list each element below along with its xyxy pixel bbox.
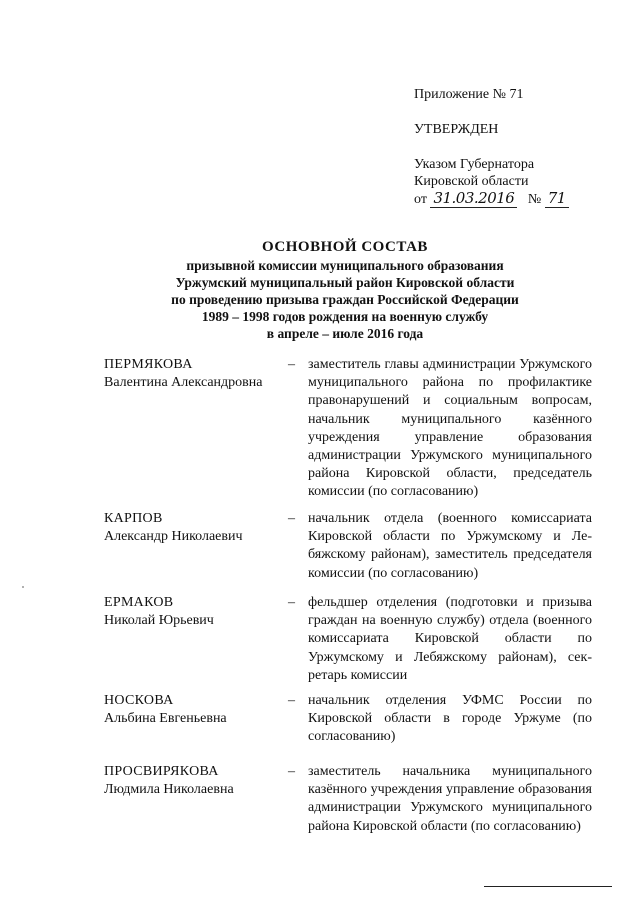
- member-surname: КАРПОВ: [104, 511, 163, 526]
- member-entry: [104, 594, 604, 685]
- member-given-names: Людмила Николаевна: [104, 782, 234, 797]
- approved-label: УТВЕРЖДЕН: [414, 122, 499, 137]
- decree-line-2: Кировской области: [414, 174, 529, 189]
- title-line-4: 1989 – 1998 годов рождения на военную службу: [201, 309, 489, 324]
- scan-speck: [22, 586, 24, 588]
- member-role: фельдшер отделения (подготовки и призыва граждан на военную службу) отдела (военного комиссариата Кировской области по Уржумскому и Лебяжскому районам), секретарь комиссии: [308, 595, 592, 683]
- number-prefix: №: [527, 192, 542, 207]
- member-name: [104, 594, 288, 685]
- member-entry: [104, 692, 604, 747]
- member-given-names: Николай Юрьевич: [104, 613, 214, 628]
- approval-block: [414, 86, 569, 208]
- member-entry: [104, 510, 604, 583]
- title-line-5: в апреле – июле 2016 года: [266, 326, 424, 341]
- member-dash: –: [288, 357, 295, 372]
- member-role: заместитель начальника муниципального казённого учреждения управление образования администрации Уржумского муниципального района Кировской области (по согласованию): [308, 764, 592, 834]
- title-line-2: Уржумский муниципальный район Кировской области: [175, 275, 515, 290]
- member-role: начальник отдела (военного комиссариата Кировской области по Уржумскому и Лебяжскому районам), заместитель председателя комиссии (по согласованию): [308, 511, 592, 581]
- member-entry: [104, 763, 604, 836]
- member-dash: –: [288, 511, 295, 526]
- member-given-names: Валентина Александровна: [104, 375, 263, 390]
- title-line-1: призывной комиссии муниципального образования: [186, 258, 504, 273]
- member-surname: НОСКОВА: [104, 693, 174, 708]
- member-name: [104, 763, 288, 836]
- appendix-label: Приложение № 71: [414, 87, 524, 102]
- member-dash: –: [288, 764, 295, 779]
- member-surname: ЕРМАКОВ: [104, 595, 174, 610]
- title-line-3: по проведению призыва граждан Российской Федерации: [171, 292, 519, 307]
- member-given-names: Александр Николаевич: [104, 529, 243, 544]
- member-surname: ПЕРМЯКОВА: [104, 357, 193, 372]
- member-name: [104, 356, 288, 502]
- member-name: [104, 692, 288, 747]
- decree-date: 31.03.2016: [430, 189, 517, 208]
- document-title: [80, 238, 610, 342]
- member-given-names: Альбина Евгеньевна: [104, 711, 227, 726]
- title-main: ОСНОВНОЙ СОСТАВ: [262, 239, 428, 255]
- member-role: заместитель главы администрации Уржумского муниципального района по профилактике правонарушений и социальным вопросам, начальник муниципального казённого учреждения управление образования администрации Уржумского муниципального района Кировской области, председатель комиссии (по согласованию): [308, 357, 592, 500]
- decree-number: 71: [545, 189, 569, 208]
- decree-date-line: [414, 190, 569, 208]
- member-entry: [104, 356, 604, 502]
- footer-rule: [484, 886, 612, 887]
- member-surname: ПРОСВИРЯКОВА: [104, 764, 219, 779]
- decree-line-1: Указом Губернатора: [414, 157, 535, 172]
- member-name: [104, 510, 288, 583]
- member-dash: –: [288, 693, 295, 708]
- member-role: начальник отделения УФМС России по Кировской области в городе Уржуме (по согласованию): [308, 693, 592, 745]
- from-prefix: от: [414, 192, 427, 207]
- member-dash: –: [288, 595, 295, 610]
